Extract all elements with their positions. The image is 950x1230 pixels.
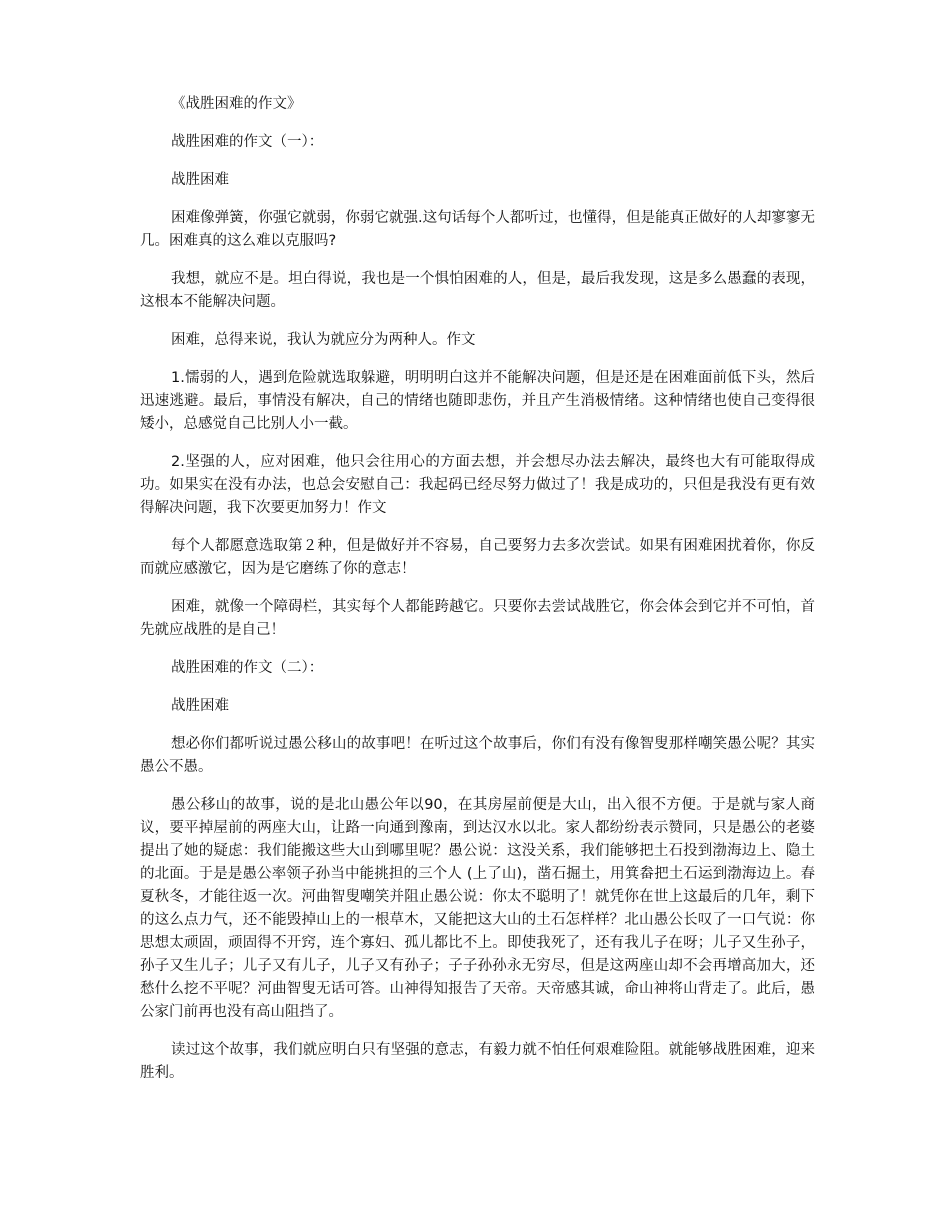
section-heading-1: 战胜困难的作文（一）： (171, 134, 324, 150)
paragraph: 每个人都愿意选取第２种，但是做好并不容易，自己要努力去多次尝试。如果有困难困扰着你，你反而就应感激它，因为是它磨练了你的意志！ (140, 538, 815, 577)
paragraph: 我想，就应不是。坦白得说，我也是一个惧怕困难的人，但是，最后我发现，这是多么愚蠢的表现，这根本不能解决问题。 (140, 271, 815, 310)
paragraph: 1.懦弱的人，遇到危险就选取躲避，明明明白这并不能解决问题，但是还是在困难面前低下头，然后迅速逃避。最后，事情没有解决，自己的情绪也随即悲伤，并且产生消极情绪。这种情绪也使自己变得很矮小，总感觉自己比别人小一截。 (140, 370, 815, 432)
paragraph: 2.坚强的人，应对困难，他只会往用心的方面去想，并会想尽办法去解决，最终也大有可能取得成功。如果实在没有办法，也总会安慰自己：我起码已经尽努力做过了！我是成功的，只但是我没有更有效得解决问题，我下次要更加努力！作文 (140, 454, 815, 516)
paragraph: 困难像弹簧，你强它就弱，你弱它就强.这句话每个人都听过，也懂得，但是能真正做好的人却寥寥无几。困难真的这么难以克服吗? (140, 210, 815, 249)
section-heading-2: 战胜困难的作文（二）： (171, 660, 324, 676)
essay-title-1: 战胜困难 (171, 172, 229, 188)
paragraph: 困难，就像一个障碍栏，其实每个人都能跨越它。只要你去尝试战胜它，你会体会到它并不可怕，首先就应战胜的是自己！ (140, 599, 815, 638)
paragraph: 想必你们都听说过愚公移山的故事吧！在听过这个故事后，你们有没有像智叟那样嘲笑愚公呢？其实愚公不愚。 (140, 736, 815, 775)
paragraph: 读过这个故事，我们就应明白只有坚强的意志，有毅力就不怕任何艰难险阻。就能够战胜困难，迎来胜利。 (140, 1042, 815, 1081)
paragraph: 愚公移山的故事，说的是北山愚公年以90，在其房屋前便是大山，出入很不方便。于是就与家人商议，要平掉屋前的两座大山，让路一向通到豫南，到达汉水以北。家人都纷纷表示赞同，只是愚公的老婆提出了她的疑虑：我们能搬这些大山到哪里呢？愚公说：这没关系，我们能够把土石投到渤海边上、隐土的北面。于是是愚公率领子孙当中能挑担的三个人 (上了山)，凿石掘土，用箕畚把土石运到渤海边上。春夏秋冬，才能往返一次。河曲智叟嘲笑并阻止愚公说：你太不聪明了！就凭你在世上这最后的几年，剩下的这么点力气，还不能毁掉山上的一根草木，又能把这大山的土石怎样样？北山愚公长叹了一口气说：你思想太顽固，顽固得不开窍，连个寡妇、孤儿都比不上。即使我死了，还有我儿子在呀；儿子又生孙子，孙子又生儿子；儿子又有儿子，儿子又有孙子；子子孙孙永无穷尽，但是这两座山却不会再增高加大，还愁什么挖不平呢？河曲智叟无话可答。山神得知报告了天帝。天帝感其诚，命山神将山背走了。此后，愚公家门前再也没有高山阻挡了。 (140, 797, 815, 1020)
document-title: 《战胜困难的作文》 (171, 96, 302, 112)
essay-title-2: 战胜困难 (171, 698, 229, 714)
document-page (140, 93, 815, 1100)
paragraph: 困难，总得来说，我认为就应分为两种人。作文 (171, 332, 476, 348)
